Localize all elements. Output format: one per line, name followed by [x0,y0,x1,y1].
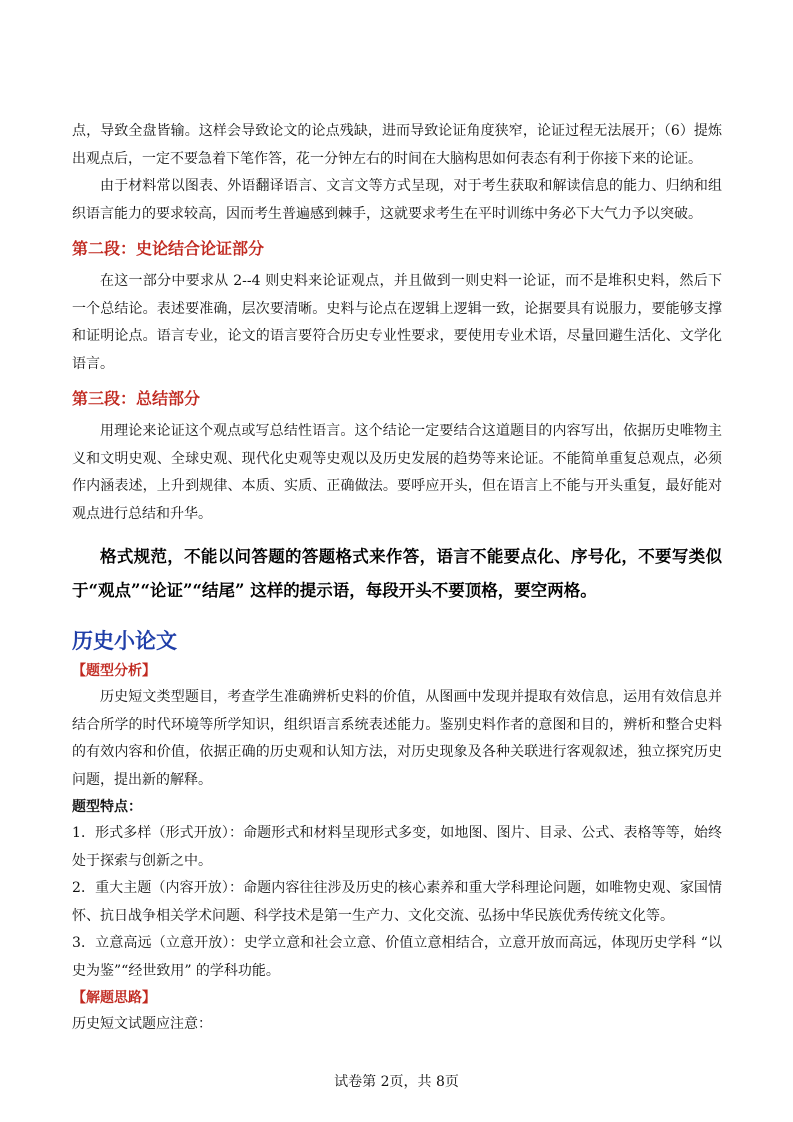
feature-1: 1．形式多样（形式开放）：命题形式和材料呈现形式多变，如地图、图片、目录、公式、表格等等，始终处于探索与创新之中。 [72,825,722,869]
section-2-heading: 第二段：史论结合论证部分 [72,239,265,258]
feature-3: 3．立意高远（立意开放）：史学立意和社会立意、价值立意相结合，立意开放而高远，体现历史学科 “以史为鉴”“经世致用” 的学科功能。 [72,935,722,979]
question-features-label: 题型特点： [72,799,142,815]
feature-2: 2．重大主题（内容开放）：命题内容往往涉及历史的核心素养和重大学科理论问题，如唯物史观、家国情怀、抗日战争相关学术问题、科学技术是第一生产力、文化交流、弘扬中华民族优秀传统文化等。 [72,880,722,924]
paragraph-1: 点，导致全盘皆输。这样会导致论文的论点残缺，进而导致论证角度狭窄，论证过程无法展开；（6）提炼出观点后，一定不要急着下笔作答，花一分钟左右的时间在大脑构思如何表态有利于你接下来的论证。 [72,123,722,167]
paragraph-3: 在这一部分中要求从 2--4 则史料来论证观点，并且做到一则史料一论证，而不是堆积史料，然后下一个总结论。表述要准确，层次要清晰。史料与论点在逻辑上逻辑一致，论据要具有说服力，要能够支撑和证明论点。语言专业，论文的语言要符合历史专业性要求，要使用专业术语，尽量回避生活化、文学化语言。 [72,273,722,372]
paragraph-2: 由于材料常以图表、外语翻译语言、文言文等方式呈现，对于考生获取和解读信息的能力、归纳和组织语言能力的要求较高，因而考生普遍感到棘手，这就要求考生在平时训练中务必下大气力予以突破。 [72,178,722,222]
page-footer: 试卷第 2页，共 8页 [334,1074,459,1090]
paragraph-5: 历史短文类型题目，考查学生准确辨析史料的价值，从图画中发现并提取有效信息，运用有效信息并结合所学的时代环境等所学知识，组织语言系统表述能力。鉴别史料作者的意图和目的，辨析和整合史料的有效内容和价值，依据正确的历史观和认知方法，对历史现象及各种关联进行客观叙述，独立探究历史问题，提出新的解释。 [72,689,722,788]
paragraph-4: 用理论来论证这个观点或写总结性语言。这个结论一定要结合这道题目的内容写出，依据历史唯物主义和文明史观、全球史观、现代化史观等史观以及历史发展的趋势等来论证。不能简单重复总观点，必须作内涵表述，上升到规律、本质、实质、正确做法。要呼应开头，但在语言上不能与开头重复，最好能对观点进行总结和升华。 [72,423,722,522]
history-essay-title: 历史小论文 [72,628,177,653]
section-3-heading: 第三段：总结部分 [72,389,201,408]
paragraph-6: 历史短文试题应注意： [72,1016,212,1032]
document-body [72,118,722,1039]
solution-approach-label: 【解题思路】 [72,990,156,1006]
question-analysis-label: 【题型分析】 [72,663,156,679]
format-rule-emphasis: 格式规范，不能以问答题的答题格式来作答，语言不能要点化、序号化，不要写类似于“观点”“论证”“结尾” 这样的提示语，每段开头不要顶格，要空两格。 [72,547,722,600]
